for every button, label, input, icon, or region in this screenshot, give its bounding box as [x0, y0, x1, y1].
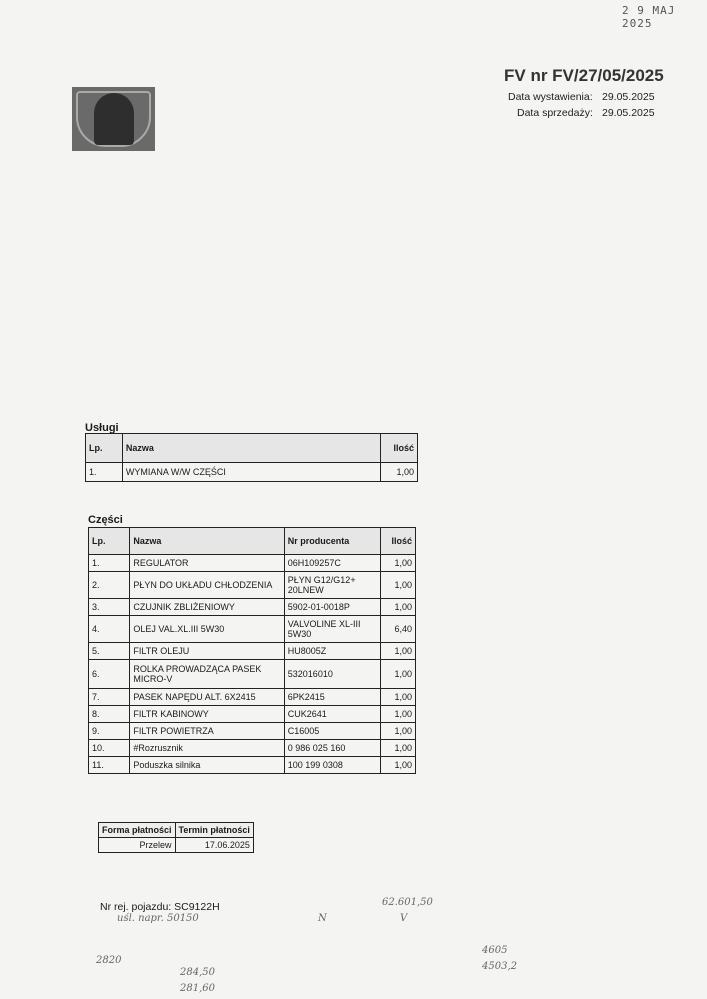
mechanic-figure-icon — [94, 93, 134, 145]
table-row — [89, 660, 416, 689]
cell-code: 100 199 0308 — [284, 757, 380, 774]
cell-name: Poduszka silnika — [130, 757, 284, 774]
col-name-header: Nazwa — [122, 434, 380, 463]
parts-table — [88, 527, 416, 774]
cell-name: REGULATOR — [130, 555, 284, 572]
payment-due-header: Termin płatności — [175, 823, 253, 838]
cell-qty: 1,00 — [380, 555, 415, 572]
cell-name: PŁYN DO UKŁADU CHŁODZENIA — [130, 572, 284, 599]
col-lp-header: Lp. — [89, 528, 130, 555]
cell-code: 6PK2415 — [284, 689, 380, 706]
cell-name: CZUJNIK ZBLIŻENIOWY — [130, 599, 284, 616]
cell-code: 5902-01-0018P — [284, 599, 380, 616]
issue-date-label: Data wystawienia: — [508, 91, 593, 103]
cell-name: WYMIANA W/W CZĘŚCI — [122, 463, 380, 482]
table-row — [89, 689, 416, 706]
cell-lp: 1. — [89, 555, 130, 572]
table-row — [89, 643, 416, 660]
table-row — [89, 723, 416, 740]
table-row — [89, 616, 416, 643]
invoice-title: FV nr FV/27/05/2025 — [504, 66, 664, 85]
cell-name: FILTR OLEJU — [130, 643, 284, 660]
cell-lp: 10. — [89, 740, 130, 757]
cell-qty: 1,00 — [380, 689, 415, 706]
table-row — [86, 463, 418, 482]
handwritten-note: 62.601,50 — [382, 897, 433, 908]
cell-code: VALVOLINE XL-III 5W30 — [284, 616, 380, 643]
handwritten-note: 4605 — [482, 945, 508, 956]
services-table — [85, 433, 418, 482]
parts-title: Części — [88, 514, 123, 526]
cell-code: 0 986 025 160 — [284, 740, 380, 757]
table-row — [99, 838, 254, 853]
handwritten-note: uśl. napr. 50150 — [117, 913, 199, 924]
cell-lp: 3. — [89, 599, 130, 616]
cell-lp: 4. — [89, 616, 130, 643]
cell-lp: 6. — [89, 660, 130, 689]
vehicle-registration — [100, 901, 220, 913]
cell-qty: 1,00 — [380, 706, 415, 723]
payment-method-header: Forma płatności — [99, 823, 176, 838]
cell-lp: 9. — [89, 723, 130, 740]
col-qty-header: Ilość — [381, 434, 418, 463]
cell-qty: 1,00 — [380, 660, 415, 689]
cell-code: PŁYN G12/G12+ 20LNEW — [284, 572, 380, 599]
table-row — [89, 706, 416, 723]
cell-code: 06H109257C — [284, 555, 380, 572]
cell-qty: 1,00 — [380, 599, 415, 616]
col-code-header: Nr producenta — [284, 528, 380, 555]
cell-name: FILTR POWIETRZA — [130, 723, 284, 740]
cell-qty: 1,00 — [380, 740, 415, 757]
cell-qty: 6,40 — [380, 616, 415, 643]
vehicle-value: SC9122H — [174, 901, 220, 913]
cell-code: 532016010 — [284, 660, 380, 689]
cell-name: FILTR KABINOWY — [130, 706, 284, 723]
table-header-row — [89, 528, 416, 555]
payment-due-value: 17.06.2025 — [175, 838, 253, 853]
cell-name: ROLKA PROWADZĄCA PASEK MICRO-V — [130, 660, 284, 689]
cell-qty: 1,00 — [380, 572, 415, 599]
handwritten-note: 284,50 — [180, 967, 215, 978]
table-row — [89, 740, 416, 757]
sale-date-value: 29.05.2025 — [602, 107, 655, 119]
cell-qty: 1,00 — [380, 723, 415, 740]
vehicle-label: Nr rej. pojazdu: — [100, 901, 172, 913]
cell-code: HU8005Z — [284, 643, 380, 660]
handwritten-note: N — [318, 913, 327, 924]
cell-lp: 5. — [89, 643, 130, 660]
col-qty-header: Ilość — [380, 528, 415, 555]
handwritten-note: V — [400, 913, 408, 924]
cell-lp: 11. — [89, 757, 130, 774]
services-title: Usługi — [85, 422, 119, 434]
col-name-header: Nazwa — [130, 528, 284, 555]
issue-date-value: 29.05.2025 — [602, 91, 655, 103]
company-logo — [72, 87, 155, 151]
payment-method-value: Przelew — [99, 838, 176, 853]
received-stamp: 2 9 MAJ 2025 — [622, 4, 676, 30]
cell-lp: 1. — [86, 463, 123, 482]
col-lp-header: Lp. — [86, 434, 123, 463]
cell-lp: 8. — [89, 706, 130, 723]
cell-code: C16005 — [284, 723, 380, 740]
cell-name: PASEK NAPĘDU ALT. 6X2415 — [130, 689, 284, 706]
handwritten-note: 4503,2 — [482, 961, 517, 972]
cell-qty: 1,00 — [380, 757, 415, 774]
table-row — [89, 599, 416, 616]
cell-lp: 7. — [89, 689, 130, 706]
table-header-row — [86, 434, 418, 463]
table-row — [89, 572, 416, 599]
cell-code: CUK2641 — [284, 706, 380, 723]
handwritten-note: 281,60 — [180, 983, 215, 994]
table-row — [89, 555, 416, 572]
cell-qty: 1,00 — [381, 463, 418, 482]
cell-name: OLEJ VAL.XL.III 5W30 — [130, 616, 284, 643]
cell-name: #Rozrusznik — [130, 740, 284, 757]
table-row — [89, 757, 416, 774]
handwritten-note: 2820 — [96, 955, 122, 966]
sale-date-label: Data sprzedaży: — [517, 107, 593, 119]
table-header-row — [99, 823, 254, 838]
payment-table — [98, 822, 254, 853]
cell-lp: 2. — [89, 572, 130, 599]
cell-qty: 1,00 — [380, 643, 415, 660]
